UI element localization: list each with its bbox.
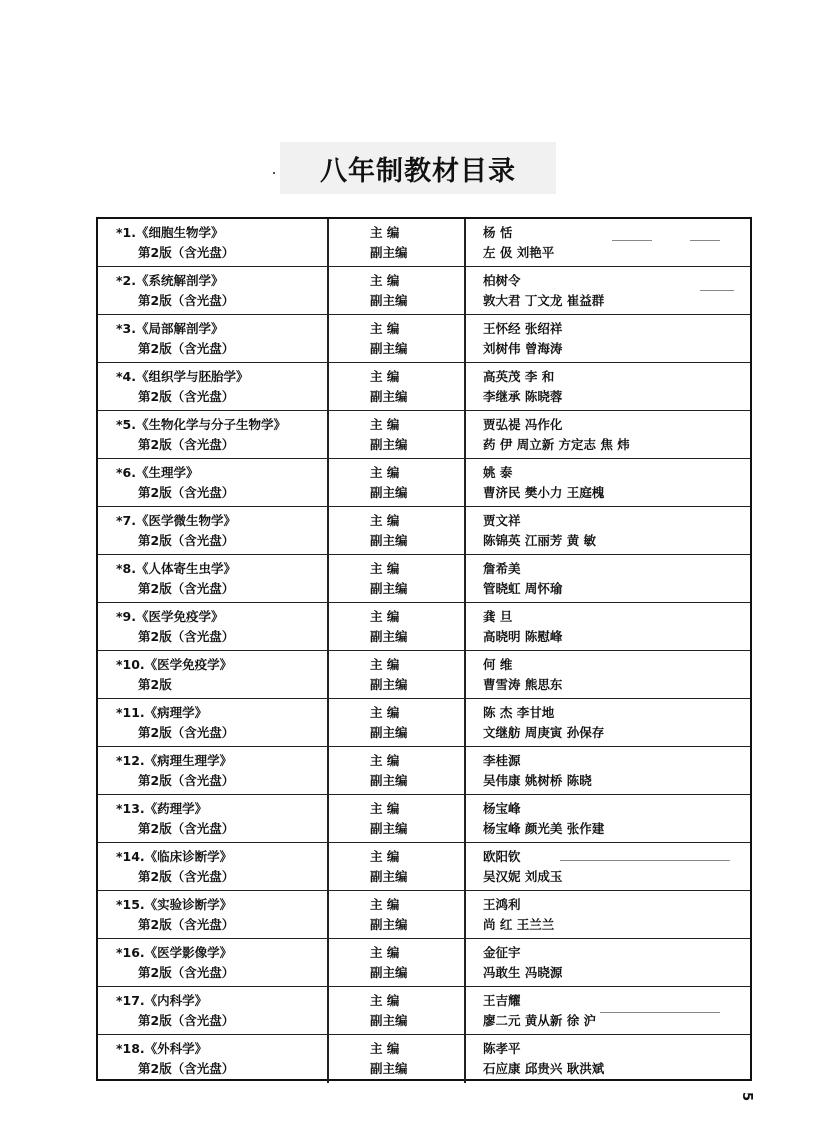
column-divider	[464, 603, 466, 650]
title-banner	[280, 142, 556, 194]
column-divider	[327, 555, 329, 602]
column-divider	[464, 555, 466, 602]
role-label: 副主编	[370, 821, 408, 836]
editor-names: 曹雪涛 熊思东	[483, 677, 563, 692]
role-label: 主 编	[370, 417, 400, 432]
editor-names: 李继承 陈晓蓉	[483, 389, 563, 404]
editor-names: 冯敢生 冯晓源	[483, 965, 563, 980]
book-title: *3.《局部解剖学》	[116, 321, 224, 336]
book-edition: 第2版（含光盘）	[138, 773, 235, 788]
book-edition: 第2版（含光盘）	[138, 821, 235, 836]
role-label: 副主编	[370, 917, 408, 932]
book-edition: 第2版（含光盘）	[138, 869, 235, 884]
column-divider	[464, 987, 466, 1034]
page-title: 八年制教材目录	[320, 155, 516, 187]
scan-noise	[612, 240, 652, 241]
book-edition: 第2版（含光盘）	[138, 1013, 235, 1028]
catalog-table	[96, 217, 752, 1081]
scan-noise	[600, 1012, 720, 1013]
book-edition: 第2版（含光盘）	[138, 533, 235, 548]
editor-names: 高英茂 李 和	[483, 369, 555, 384]
column-divider	[464, 1035, 466, 1083]
role-label: 主 编	[370, 561, 400, 576]
role-label: 主 编	[370, 945, 400, 960]
catalog-row	[98, 651, 750, 699]
book-edition: 第2版（含光盘）	[138, 629, 235, 644]
editor-names: 王怀经 张绍祥	[483, 321, 563, 336]
column-divider	[327, 795, 329, 842]
catalog-row	[98, 219, 750, 267]
editor-names: 龚 旦	[483, 609, 513, 624]
book-edition: 第2版（含光盘）	[138, 917, 235, 932]
catalog-row	[98, 699, 750, 747]
editor-names: 陈锦英 江丽芳 黄 敏	[483, 533, 597, 548]
column-divider	[327, 987, 329, 1034]
editor-names: 高晓明 陈慰峰	[483, 629, 563, 644]
column-divider	[327, 699, 329, 746]
book-title: *5.《生物化学与分子生物学》	[116, 417, 286, 432]
column-divider	[327, 651, 329, 698]
column-divider	[464, 411, 466, 458]
column-divider	[464, 699, 466, 746]
catalog-row	[98, 843, 750, 891]
editor-names: 柏树令	[483, 273, 521, 288]
role-label: 副主编	[370, 341, 408, 356]
role-label: 主 编	[370, 273, 400, 288]
scan-noise	[560, 860, 730, 861]
role-label: 主 编	[370, 753, 400, 768]
book-edition: 第2版（含光盘）	[138, 293, 235, 308]
book-title: *13.《药理学》	[116, 801, 208, 816]
column-divider	[464, 939, 466, 986]
role-label: 副主编	[370, 389, 408, 404]
editor-names: 王吉耀	[483, 993, 521, 1008]
scan-noise	[690, 240, 720, 241]
book-title: *9.《医学免疫学》	[116, 609, 224, 624]
column-divider	[464, 795, 466, 842]
book-edition: 第2版（含光盘）	[138, 725, 235, 740]
editor-names: 吴汉妮 刘成玉	[483, 869, 563, 884]
book-edition: 第2版（含光盘）	[138, 341, 235, 356]
editor-names: 管晓虹 周怀瑜	[483, 581, 563, 596]
column-divider	[464, 219, 466, 266]
editor-names: 杨宝峰	[483, 801, 521, 816]
role-label: 主 编	[370, 897, 400, 912]
role-label: 主 编	[370, 705, 400, 720]
editor-names: 曹济民 樊小力 王庭槐	[483, 485, 605, 500]
editor-names: 王鸿利	[483, 897, 521, 912]
role-label: 副主编	[370, 869, 408, 884]
editor-names: 杨宝峰 颜光美 张作建	[483, 821, 605, 836]
catalog-row	[98, 411, 750, 459]
role-label: 副主编	[370, 677, 408, 692]
book-edition: 第2版	[138, 677, 172, 692]
column-divider	[327, 603, 329, 650]
catalog-row	[98, 267, 750, 315]
book-title: *2.《系统解剖学》	[116, 273, 224, 288]
editor-names: 药 伊 周立新 方定志 焦 炜	[483, 437, 630, 452]
role-label: 副主编	[370, 485, 408, 500]
catalog-row	[98, 747, 750, 795]
column-divider	[327, 843, 329, 890]
book-title: *11.《病理学》	[116, 705, 208, 720]
editor-names: 姚 泰	[483, 465, 513, 480]
editor-names: 左 伋 刘艳平	[483, 245, 555, 260]
column-divider	[464, 843, 466, 890]
book-title: *4.《组织学与胚胎学》	[116, 369, 249, 384]
stray-dot	[273, 172, 275, 174]
column-divider	[327, 315, 329, 362]
role-label: 副主编	[370, 533, 408, 548]
role-label: 主 编	[370, 849, 400, 864]
column-divider	[327, 891, 329, 938]
editor-names: 李桂源	[483, 753, 521, 768]
catalog-row	[98, 987, 750, 1035]
role-label: 副主编	[370, 437, 408, 452]
editor-names: 吴伟康 姚树桥 陈晓	[483, 773, 592, 788]
book-title: *16.《医学影像学》	[116, 945, 233, 960]
scan-noise	[700, 290, 734, 291]
role-label: 主 编	[370, 513, 400, 528]
editor-names: 金征宇	[483, 945, 521, 960]
book-edition: 第2版（含光盘）	[138, 245, 235, 260]
role-label: 副主编	[370, 629, 408, 644]
book-edition: 第2版（含光盘）	[138, 965, 235, 980]
column-divider	[464, 891, 466, 938]
editor-names: 尚 红 王兰兰	[483, 917, 555, 932]
role-label: 主 编	[370, 321, 400, 336]
book-title: *8.《人体寄生虫学》	[116, 561, 236, 576]
role-label: 主 编	[370, 369, 400, 384]
book-title: *17.《内科学》	[116, 993, 208, 1008]
column-divider	[464, 267, 466, 314]
page-number: 5	[739, 1092, 754, 1102]
column-divider	[464, 459, 466, 506]
editor-names: 杨 恬	[483, 225, 513, 240]
column-divider	[464, 363, 466, 410]
role-label: 主 编	[370, 609, 400, 624]
column-divider	[464, 507, 466, 554]
role-label: 主 编	[370, 225, 400, 240]
catalog-row	[98, 939, 750, 987]
role-label: 副主编	[370, 1061, 408, 1076]
book-edition: 第2版（含光盘）	[138, 581, 235, 596]
role-label: 主 编	[370, 657, 400, 672]
column-divider	[327, 939, 329, 986]
catalog-row	[98, 1035, 750, 1083]
book-edition: 第2版（含光盘）	[138, 437, 235, 452]
editor-names: 陈 杰 李甘地	[483, 705, 555, 720]
column-divider	[464, 747, 466, 794]
book-title: *15.《实验诊断学》	[116, 897, 233, 912]
column-divider	[327, 267, 329, 314]
book-edition: 第2版（含光盘）	[138, 1061, 235, 1076]
column-divider	[327, 219, 329, 266]
editor-names: 敦大君 丁文龙 崔益群	[483, 293, 605, 308]
catalog-row	[98, 363, 750, 411]
catalog-row	[98, 795, 750, 843]
column-divider	[327, 363, 329, 410]
editor-names: 石应康 邱贵兴 耿洪斌	[483, 1061, 605, 1076]
role-label: 主 编	[370, 993, 400, 1008]
catalog-row	[98, 459, 750, 507]
role-label: 副主编	[370, 245, 408, 260]
column-divider	[327, 507, 329, 554]
role-label: 副主编	[370, 1013, 408, 1028]
editor-names: 刘树伟 曾海涛	[483, 341, 563, 356]
editor-names: 文继舫 周庚寅 孙保存	[483, 725, 605, 740]
book-title: *18.《外科学》	[116, 1041, 208, 1056]
role-label: 主 编	[370, 465, 400, 480]
column-divider	[327, 459, 329, 506]
catalog-row	[98, 603, 750, 651]
book-title: *7.《医学微生物学》	[116, 513, 236, 528]
column-divider	[327, 411, 329, 458]
editor-names: 詹希美	[483, 561, 521, 576]
book-title: *14.《临床诊断学》	[116, 849, 233, 864]
book-title: *1.《细胞生物学》	[116, 225, 224, 240]
catalog-row	[98, 507, 750, 555]
book-title: *10.《医学免疫学》	[116, 657, 233, 672]
catalog-row	[98, 315, 750, 363]
catalog-row	[98, 555, 750, 603]
editor-names: 何 维	[483, 657, 513, 672]
catalog-row	[98, 891, 750, 939]
role-label: 副主编	[370, 965, 408, 980]
book-title: *6.《生理学》	[116, 465, 199, 480]
role-label: 副主编	[370, 293, 408, 308]
book-title: *12.《病理生理学》	[116, 753, 233, 768]
editor-names: 廖二元 黄从新 徐 沪	[483, 1013, 597, 1028]
role-label: 主 编	[370, 1041, 400, 1056]
role-label: 副主编	[370, 725, 408, 740]
book-edition: 第2版（含光盘）	[138, 389, 235, 404]
role-label: 副主编	[370, 581, 408, 596]
editor-names: 贾弘禔 冯作化	[483, 417, 563, 432]
editor-names: 欧阳钦	[483, 849, 521, 864]
editor-names: 陈孝平	[483, 1041, 521, 1056]
column-divider	[327, 1035, 329, 1083]
role-label: 主 编	[370, 801, 400, 816]
role-label: 副主编	[370, 773, 408, 788]
editor-names: 贾文祥	[483, 513, 521, 528]
column-divider	[464, 315, 466, 362]
column-divider	[327, 747, 329, 794]
book-edition: 第2版（含光盘）	[138, 485, 235, 500]
column-divider	[464, 651, 466, 698]
